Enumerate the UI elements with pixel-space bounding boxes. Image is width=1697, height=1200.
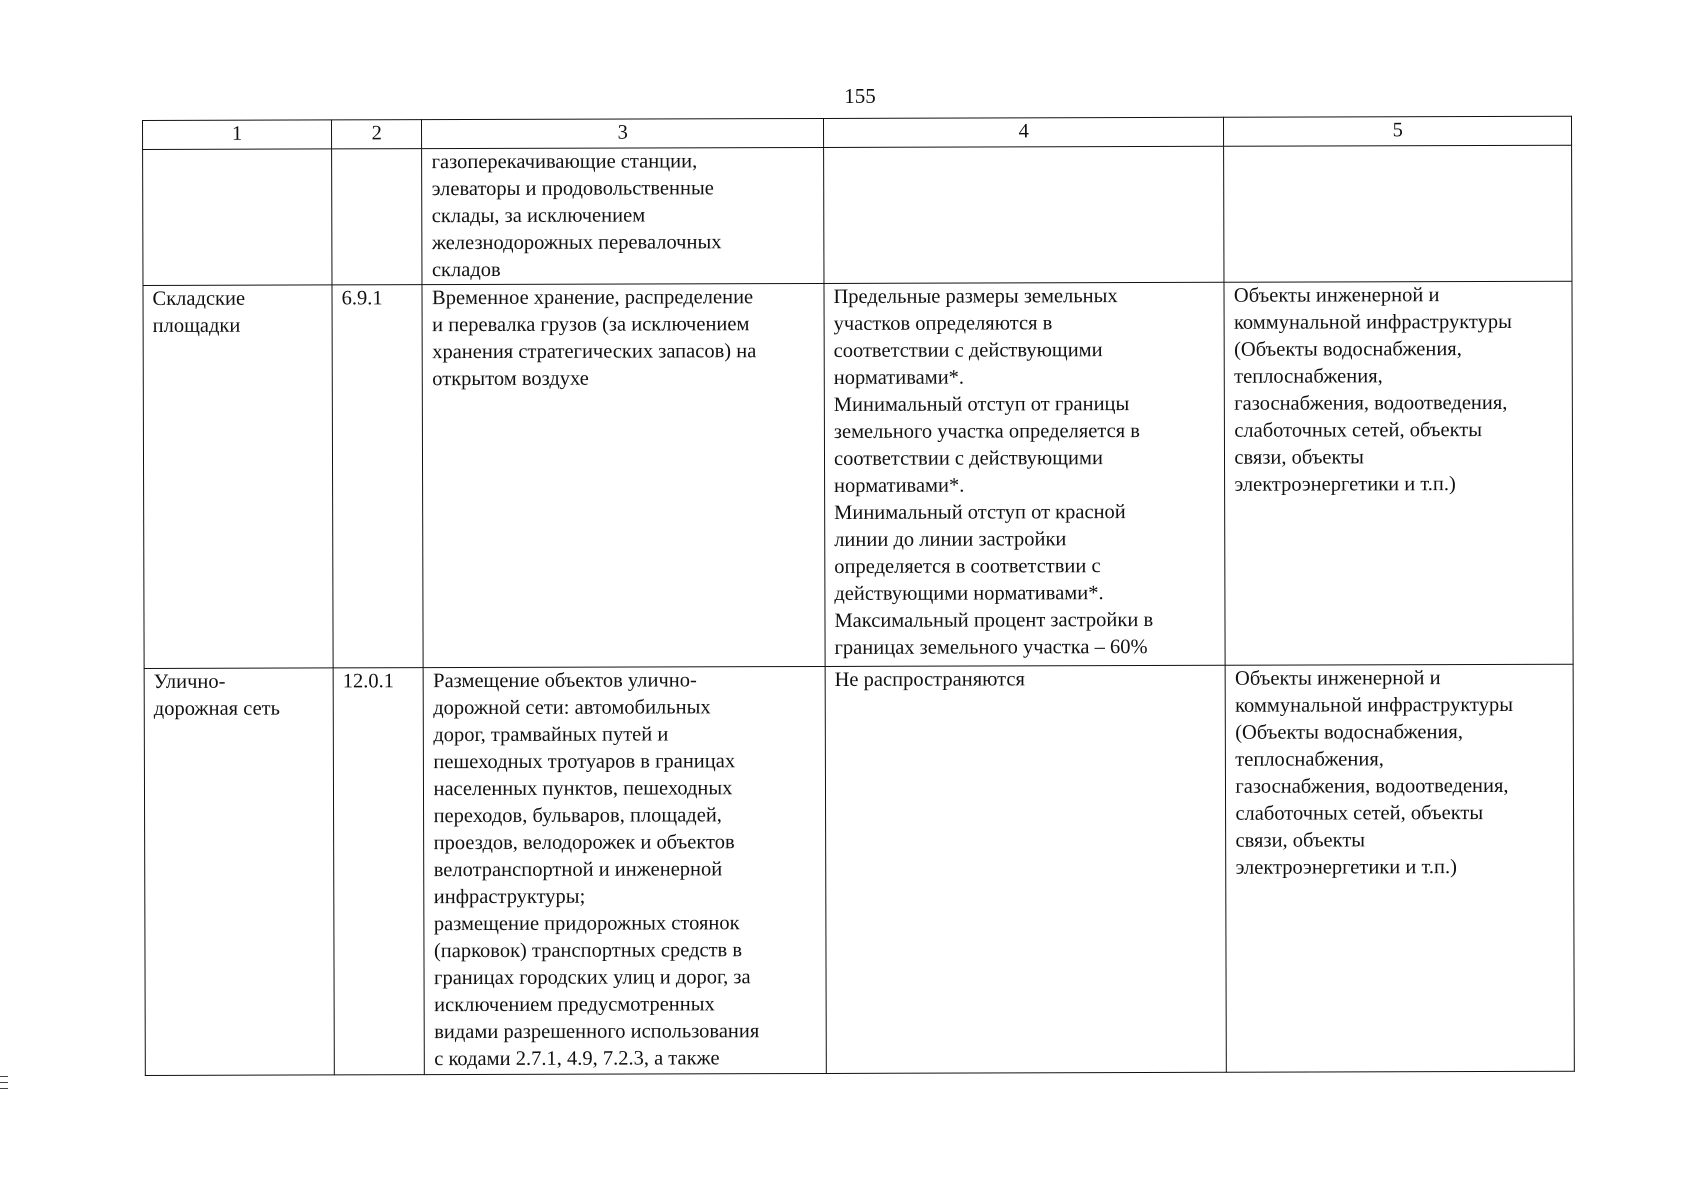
use-description-cell: Размещение объектов улично- дорожной сети: автомобильных дорог, трамвайных путей и пешеходных тротуаров в границах населенных пунктов, пешеходных переходов, бульваров, площадей, проездов, велодорожек и объектов велотранспортной и инженерной инфраструктуры; размещение придорожных стоянок (парковок) транспортных средств в границах городских улиц и дорог, за исключением предусмотренных видами разрешенного использования с кодами 2.7.1, 4.9, 7.2.3, а также <box>424 666 827 1074</box>
use-name-cell: Улично- дорожная сеть <box>144 668 334 1076</box>
use-name-cell: Складские площадки <box>143 285 333 669</box>
auxiliary-uses-cell: Объекты инженерной и коммунальной инфраструктуры (Объекты водоснабжения, теплоснабжения, газоснабжения, водоотведения, слаботочных сетей, объекты связи, объекты электроэнергетики и т.п.) <box>1224 281 1573 665</box>
column-header-5: 5 <box>1224 116 1572 146</box>
scan-margin-mark <box>0 1076 8 1098</box>
use-code-cell <box>332 149 423 285</box>
table-row <box>144 664 1574 1075</box>
column-header-3: 3 <box>422 118 824 148</box>
use-code-cell: 6.9.1 <box>332 285 424 668</box>
use-description-cell: газоперекачивающие станции, элеваторы и продовольственные склады, за исключением железнодорожных перевалочных складов <box>422 147 824 284</box>
page-number: 155 <box>844 84 876 108</box>
column-header-4: 4 <box>823 117 1224 147</box>
use-code-cell: 12.0.1 <box>333 668 425 1075</box>
zoning-table <box>142 116 1575 1076</box>
column-header-1: 1 <box>143 120 332 150</box>
parameters-cell: Предельные размеры земельных участков определяются в соответствии с действующими нормативами*. Минимальный отступ от границы земельного участка определяется в соответствии с действующими нормативами*. Минимальный отступ от красной линии до линии застройки определяется в соответствии с действующими нормативами*. Максимальный процент застройки в границах земельного участка – 60% <box>824 282 1226 666</box>
auxiliary-uses-cell: Объекты инженерной и коммунальной инфраструктуры (Объекты водоснабжения, теплоснабжения, газоснабжения, водоотведения, слаботочных сетей, объекты связи, объекты электроэнергетики и т.п.) <box>1225 664 1574 1072</box>
column-header-2: 2 <box>332 120 423 149</box>
parameters-cell <box>824 146 1225 283</box>
auxiliary-uses-cell <box>1224 145 1572 282</box>
table-row <box>143 145 1572 285</box>
parameters-cell: Не распространяются <box>825 665 1227 1073</box>
use-description-cell: Временное хранение, распределение и перевалка грузов (за исключением хранения стратегических запасов) на открытом воздухе <box>422 283 825 667</box>
use-name-cell <box>143 149 332 286</box>
table-row <box>143 281 1573 668</box>
header-row <box>143 116 1572 149</box>
